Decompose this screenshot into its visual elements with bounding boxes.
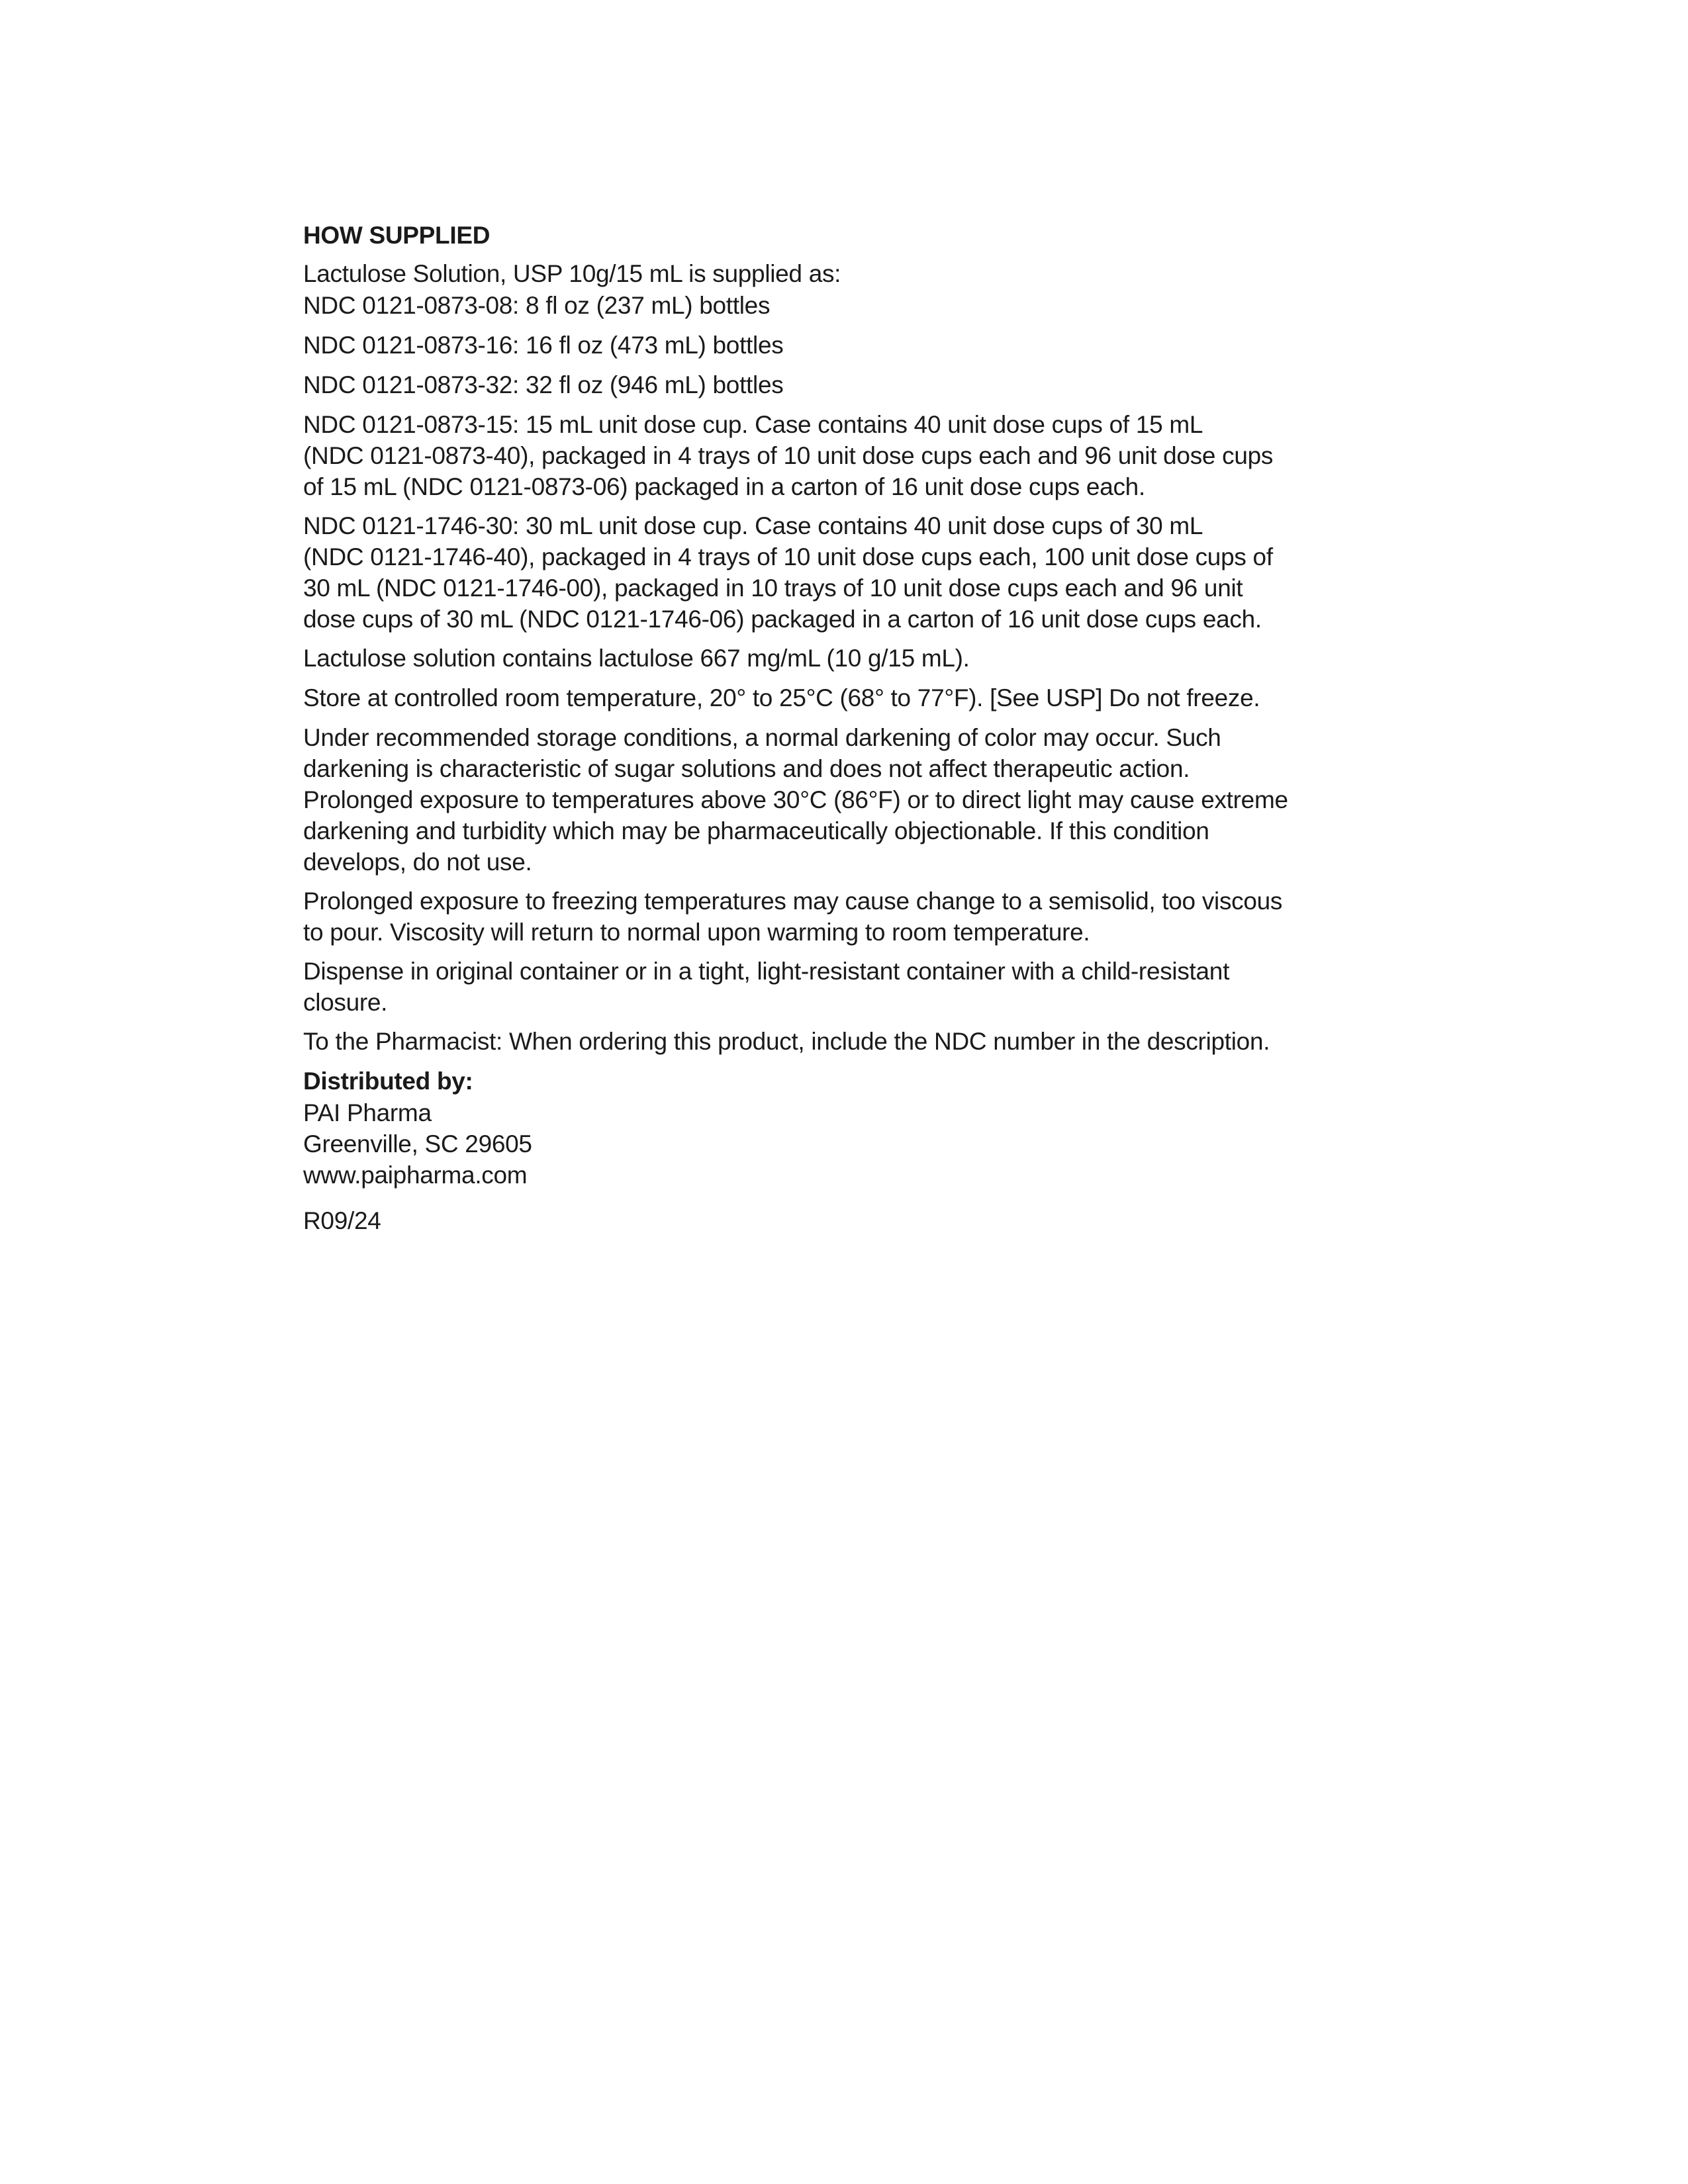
- distributor-name: PAI Pharma: [303, 1099, 432, 1126]
- unit-dose-30ml-line: dose cups of 30 mL (NDC 0121-1746-06) packaged in a carton of 16 unit dose cups each.: [303, 606, 1262, 633]
- unit-dose-15ml-line: of 15 mL (NDC 0121-0873-06) packaged in a carton of 16 unit dose cups each.: [303, 473, 1145, 500]
- concentration-text: Lactulose solution contains lactulose 667 mg/mL (10 g/15 mL).: [303, 645, 970, 672]
- dispense-line: closure.: [303, 989, 388, 1016]
- concentration-paragraph: [303, 643, 1402, 674]
- unit-dose-15ml-paragraph: [303, 409, 1402, 502]
- ndc-item-32oz: NDC 0121-0873-32: 32 fl oz (946 mL) bottles: [303, 371, 784, 398]
- ndc-item-8oz: NDC 0121-0873-08: 8 fl oz (237 mL) bottles: [303, 292, 771, 319]
- darkening-line: darkening and turbidity which may be pharmaceutically objectionable. If this condition: [303, 817, 1209, 844]
- freezing-line: Prolonged exposure to freezing temperatures may cause change to a semisolid, too viscous: [303, 887, 1283, 915]
- unit-dose-30ml-paragraph: [303, 510, 1402, 635]
- darkening-line: darkening is characteristic of sugar solutions and does not affect therapeutic action.: [303, 755, 1190, 782]
- unit-dose-30ml-line: 30 mL (NDC 0121-1746-00), packaged in 10 trays of 10 unit dose cups each and 96 unit: [303, 574, 1243, 602]
- pharmacist-note-paragraph: [303, 1026, 1402, 1058]
- dispense-paragraph: [303, 956, 1402, 1018]
- unit-dose-15ml-line: (NDC 0121-0873-40), packaged in 4 trays of 10 unit dose cups each and 96 unit dose cups: [303, 442, 1274, 469]
- pharmacist-note: To the Pharmacist: When ordering this product, include the NDC number in the description.: [303, 1028, 1270, 1055]
- storage-text: Store at controlled room temperature, 20° to 25°C (68° to 77°F). [See USP] Do not freeze.: [303, 684, 1260, 711]
- unit-dose-30ml-line: NDC 0121-1746-30: 30 mL unit dose cup. Case contains 40 unit dose cups of 30 mL: [303, 512, 1203, 539]
- freezing-paragraph: [303, 886, 1402, 948]
- darkening-line: Prolonged exposure to temperatures above 30°C (86°F) or to direct light may cause extreme: [303, 786, 1288, 813]
- how-supplied-document: [303, 220, 1402, 1237]
- distributor-block: [303, 1066, 1402, 1191]
- unit-dose-30ml-line: (NDC 0121-1746-40), packaged in 4 trays of 10 unit dose cups each, 100 unit dose cups of: [303, 543, 1273, 570]
- revision-code: R09/24: [303, 1207, 381, 1234]
- storage-paragraph: [303, 682, 1402, 714]
- distributor-heading: Distributed by:: [303, 1068, 473, 1095]
- ndc-list-block: [303, 258, 1402, 322]
- darkening-line: develops, do not use.: [303, 848, 532, 876]
- dispense-line: Dispense in original container or in a tight, light-resistant container with a child-resistant: [303, 958, 1230, 985]
- darkening-paragraph: [303, 722, 1402, 878]
- distributor-website: www.paipharma.com: [303, 1161, 528, 1189]
- darkening-line: Under recommended storage conditions, a normal darkening of color may occur. Such: [303, 724, 1221, 751]
- ndc-item-16oz-block: [303, 330, 1402, 361]
- distributor-address: Greenville, SC 29605: [303, 1130, 532, 1158]
- ndc-item-32oz-block: [303, 369, 1402, 401]
- section-heading: HOW SUPPLIED: [303, 222, 491, 249]
- ndc-item-16oz: NDC 0121-0873-16: 16 fl oz (473 mL) bottles: [303, 332, 784, 359]
- freezing-line: to pour. Viscosity will return to normal upon warming to room temperature.: [303, 919, 1090, 946]
- supplied-intro: Lactulose Solution, USP 10g/15 mL is supplied as:: [303, 260, 841, 287]
- unit-dose-15ml-line: NDC 0121-0873-15: 15 mL unit dose cup. Case contains 40 unit dose cups of 15 mL: [303, 411, 1203, 438]
